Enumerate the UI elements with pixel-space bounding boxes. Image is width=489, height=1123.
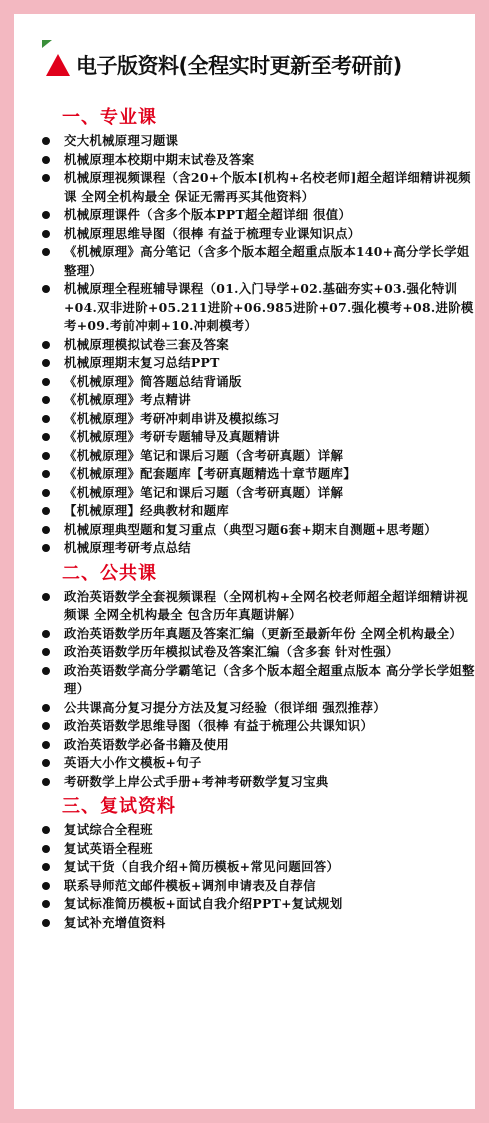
list-item: 考研数学上岸公式手册+考神考研数学复习宝典 bbox=[40, 773, 480, 792]
list-item: 公共课高分复习提分方法及复习经验（很详细 强烈推荐） bbox=[40, 699, 480, 718]
list-item: 《机械原理》考研专题辅导及真题精讲 bbox=[40, 428, 480, 447]
list-item: 【机械原理】经典教材和题库 bbox=[40, 502, 480, 521]
list-item: 《机械原理》配套题库【考研真题精选十章节题库】 bbox=[40, 465, 480, 484]
list-item: 机械原理期末复习总结PPT bbox=[40, 354, 480, 373]
content bbox=[40, 106, 480, 936]
list-item: 复试干货（自我介绍+简历模板+常见问题回答） bbox=[40, 858, 480, 877]
list-item: 复试补充增值资料 bbox=[40, 914, 480, 933]
list-item: 机械原理课件（含多个版本PPT超全超详细 很值） bbox=[40, 206, 480, 225]
list-item: 《机械原理》考研冲刺串讲及模拟练习 bbox=[40, 410, 480, 429]
section-title: 三、复试资料 bbox=[62, 796, 176, 817]
list-item: 联系导师范文邮件模板+调剂申请表及自荐信 bbox=[40, 877, 480, 896]
list-item: 机械原理模拟试卷三套及答案 bbox=[40, 336, 480, 355]
list-item: 机械原理典型题和复习重点（典型习题6套+期末自测题+思考题） bbox=[40, 521, 480, 540]
section-list bbox=[40, 588, 480, 792]
list-item: 《机械原理》高分笔记（含多个版本超全超重点版本140+高分学长学姐整理） bbox=[40, 243, 480, 280]
list-item: 《机械原理》笔记和课后习题（含考研真题）详解 bbox=[40, 484, 480, 503]
list-item: 政治英语数学思维导图（很棒 有益于梳理公共课知识） bbox=[40, 717, 480, 736]
list-item: 机械原理思维导图（很棒 有益于梳理专业课知识点） bbox=[40, 225, 480, 244]
list-item: 英语大小作文模板+句子 bbox=[40, 754, 480, 773]
list-item: 机械原理全程班辅导课程（01.入门导学+02.基础夯实+03.强化特训+04.双非进阶+05.211进阶+06.985进阶+07.强化模考+08.进阶模考+09.考前冲刺+10.冲刺模考） bbox=[40, 280, 480, 336]
list-item: 机械原理视频课程（含20+个版本[机构+名校老师]超全超详细精讲视频课 全网全机构最全 保证无需再买其他资料） bbox=[40, 169, 480, 206]
list-item: 复试综合全程班 bbox=[40, 821, 480, 840]
list-item: 政治英语数学历年模拟试卷及答案汇编（含多套 针对性强） bbox=[40, 643, 480, 662]
section-list bbox=[40, 821, 480, 932]
document-card bbox=[14, 14, 475, 1109]
page-title: 电子版资料(全程实时更新至考研前) bbox=[76, 54, 402, 78]
list-item: 复试标准简历模板+面试自我介绍PPT+复试规划 bbox=[40, 895, 480, 914]
list-item: 交大机械原理习题课 bbox=[40, 132, 480, 151]
header bbox=[42, 42, 402, 88]
list-item: 《机械原理》简答题总结背诵版 bbox=[40, 373, 480, 392]
list-item: 政治英语数学历年真题及答案汇编（更新至最新年份 全网全机构最全） bbox=[40, 625, 480, 644]
list-item: 政治英语数学必备书籍及使用 bbox=[40, 736, 480, 755]
list-item: 机械原理考研考点总结 bbox=[40, 539, 480, 558]
warning-triangle-icon bbox=[46, 54, 70, 76]
list-item: 《机械原理》考点精讲 bbox=[40, 391, 480, 410]
section-list bbox=[40, 132, 480, 558]
section-title: 二、公共课 bbox=[62, 562, 157, 584]
list-item: 《机械原理》笔记和课后习题（含考研真题）详解 bbox=[40, 447, 480, 466]
corner-flag-icon bbox=[42, 40, 52, 48]
list-item: 政治英语数学全套视频课程（全网机构+全网名校老师超全超详细精讲视频课 全网全机构最全 包含历年真题讲解） bbox=[40, 588, 480, 625]
section-title: 一、专业课 bbox=[62, 107, 157, 128]
list-item: 复试英语全程班 bbox=[40, 840, 480, 859]
list-item: 机械原理本校期中期末试卷及答案 bbox=[40, 151, 480, 170]
list-item: 政治英语数学高分学霸笔记（含多个版本超全超重点版本 高分学长学姐整理） bbox=[40, 662, 480, 699]
